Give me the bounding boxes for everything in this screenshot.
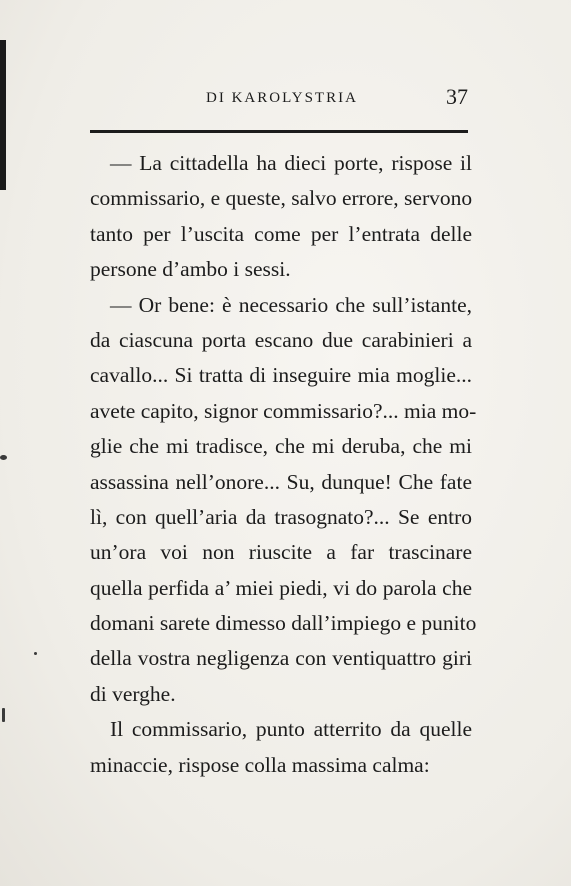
text-line: quella perfida a’ miei piedi, vi do parola che: [90, 575, 472, 600]
running-head: [88, 82, 468, 112]
text-line: minaccie, rispose colla massima calma:: [90, 752, 430, 777]
text-line: Il commissario, punto atterrito da quelle: [110, 717, 472, 742]
page-speck: [34, 652, 37, 655]
text-line: un’ora voi non riuscite a far trascinare: [90, 540, 472, 565]
text-line: di verghe.: [90, 681, 176, 706]
text-line: glie che mi tradisce, che mi deruba, che mi: [90, 434, 472, 459]
header-rule: [90, 130, 468, 133]
text-line: della vostra negligenza con ventiquattro giri: [90, 646, 472, 671]
page-number: 37: [446, 84, 468, 109]
text-line: assassina nell’onore... Su, dunque! Che fate: [90, 469, 472, 494]
running-title: DI KAROLYSTRIA: [206, 90, 358, 106]
text-line: — Or bene: è necessario che sull’istante,: [110, 292, 472, 317]
text-line: — La cittadella ha dieci porte, rispose il: [110, 151, 472, 175]
text-line: tanto per l’uscita come per l’entrata delle: [90, 221, 472, 246]
text-line: lì, con quell’aria da trasognato?... Se entro: [90, 504, 472, 529]
edge-speck: [0, 455, 7, 460]
edge-speck: [2, 708, 5, 722]
text-line: commissario, e queste, salvo errore, servono: [90, 186, 473, 211]
text-line: domani sarete dimesso dall’impiego e punito: [90, 611, 477, 636]
text-line: da ciascuna porta escano due carabinieri a: [90, 327, 472, 352]
text-line: avete capito, signor commissario?... mia mo-: [90, 398, 477, 423]
body-text: [90, 146, 477, 783]
text-line: cavallo... Si tratta di inseguire mia moglie...: [90, 363, 472, 388]
text-line: persone d’ambo i sessi.: [90, 257, 291, 282]
left-edge-binding-mark: [0, 40, 6, 190]
